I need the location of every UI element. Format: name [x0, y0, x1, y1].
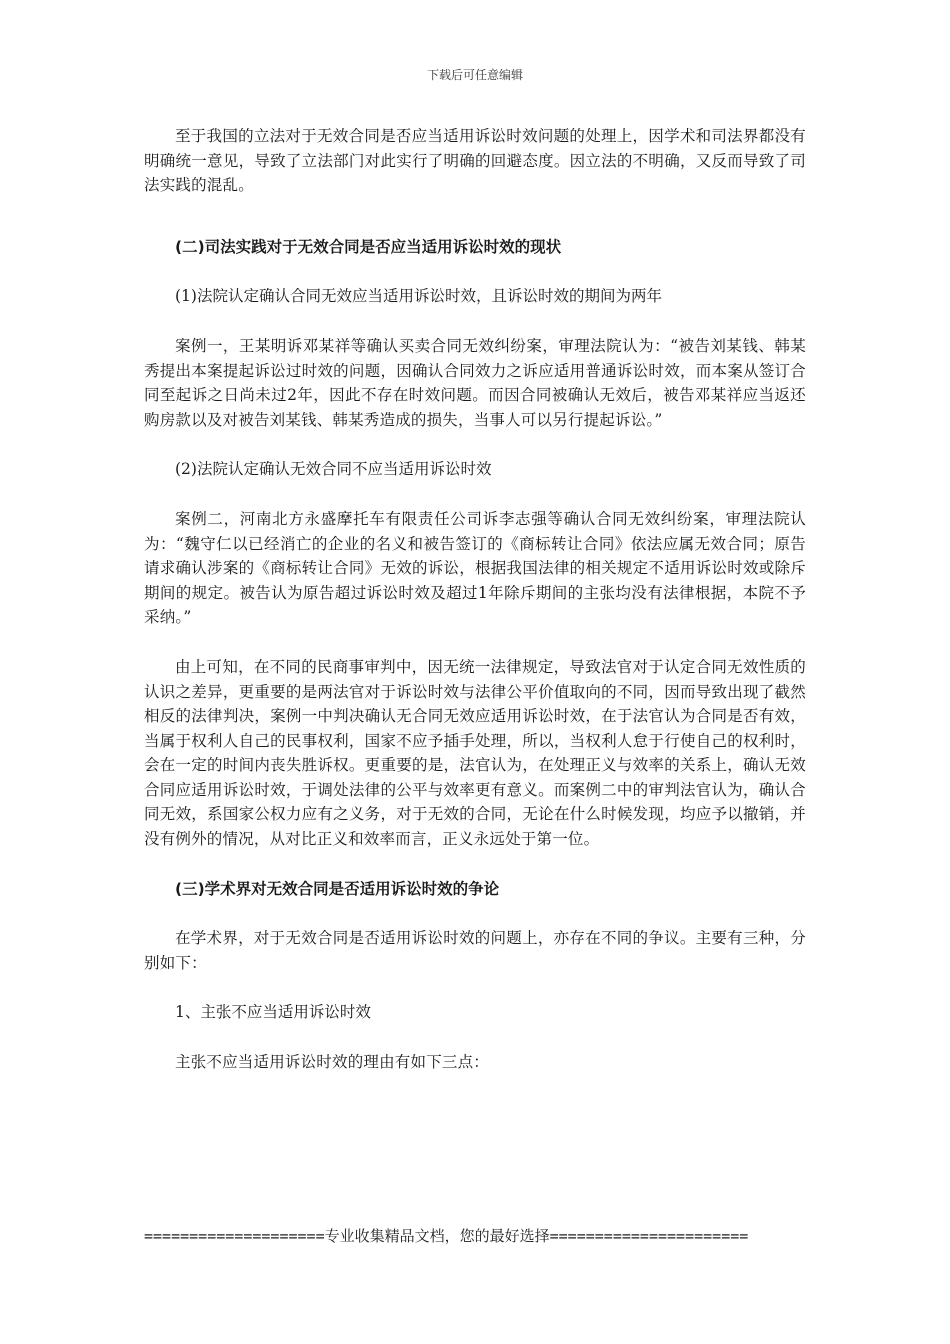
subheading-apply-limitation: (1)法院认定确认合同无效应当适用诉讼时效，且诉讼时效的期间为两年 [175, 287, 662, 306]
paragraph-academic-intro: 在学术界，对于无效合同是否适用诉讼时效的问题上，亦存在不同的争议。主要有三种，分别如下： [144, 929, 806, 972]
paragraph-analysis: 由上可知，在不同的民商事审判中，因无统一法律规定，导致法官对于认定合同无效性质的认识之差异，更重要的是两法官对于诉讼时效与法律公平价值取向的不同，因而导致出现了截然相反的法律判决，案例一中判决确认无合同无效应适用诉讼时效，在于法官认为合同是否有效，当属于权利人自己的民事权利，国家不应予插手处理，所以，当权利人怠于行使自己的权利时，会在一定的时间内丧失胜诉权。更重要的是，法官认为，在处理正义与效率的关系上，确认无效合同应适用诉讼时效，于调处法律的公平与效率更有意义。而案例二中的审判法官认为，确认合同无效，系国家公权力应有之义务，对于无效的合同，无论在什么时候发现，均应予以撤销，并没有例外的情况，从对比正义和效率而言，正义永远处于第一位。 [144, 657, 806, 849]
section-heading-judicial-practice: (二)司法实践对于无效合同是否应当适用诉讼时效的现状 [175, 237, 562, 256]
paragraph-reasons-intro: 主张不应当适用诉讼时效的理由有如下三点： [175, 1053, 490, 1072]
subheading-not-apply-limitation: (2)法院认定确认无效合同不应当适用诉讼时效 [175, 460, 492, 479]
page-footer: ====================专业收集精品文档，您的最好选择====================== [144, 1227, 749, 1245]
section-heading-academic-debate: (三)学术界对无效合同是否适用诉讼时效的争论 [175, 879, 500, 898]
paragraph-case-two: 案例二，河南北方永盛摩托车有限责任公司诉李志强等确认合同无效纠纷案，审理法院认为：“魏守仁以已经消亡的企业的名义和被告签订的《商标转让合同》依法应属无效合同；原告请求确认涉案的《商标转让合同》无效的诉讼，根据我国法律的相关规定不适用诉讼时效或除斥期间的规定。被告认为原告超过诉讼时效及超过1年除斥期间的主张均没有法律根据，本院不予采纳。” [144, 509, 806, 627]
paragraph-legislation: 至于我国的立法对于无效合同是否应当适用诉讼时效问题的处理上，因学术和司法界都没有明确统一意见，导致了立法部门对此实行了明确的回避态度。因立法的不明确，又反而导致了司法实践的混乱。 [144, 127, 806, 195]
subheading-view-one: 1、主张不应当适用诉讼时效 [175, 1003, 371, 1022]
document-body [144, 124, 806, 1075]
paragraph-case-one: 案例一，王某明诉邓某祥等确认买卖合同无效纠纷案，审理法院认为：“被告刘某钱、韩某秀提出本案提起诉讼过时效的问题，因确认合同效力之诉应适用普通诉讼时效，而本案从签订合同至起诉之日尚未过2年，因此不存在时效问题。而因合同被确认无效后，被告邓某祥应当返还购房款以及对被告刘某钱、韩某秀造成的损失，当事人可以另行提起诉讼。” [144, 336, 806, 429]
page-header: 下载后可任意编辑 [426, 68, 523, 82]
